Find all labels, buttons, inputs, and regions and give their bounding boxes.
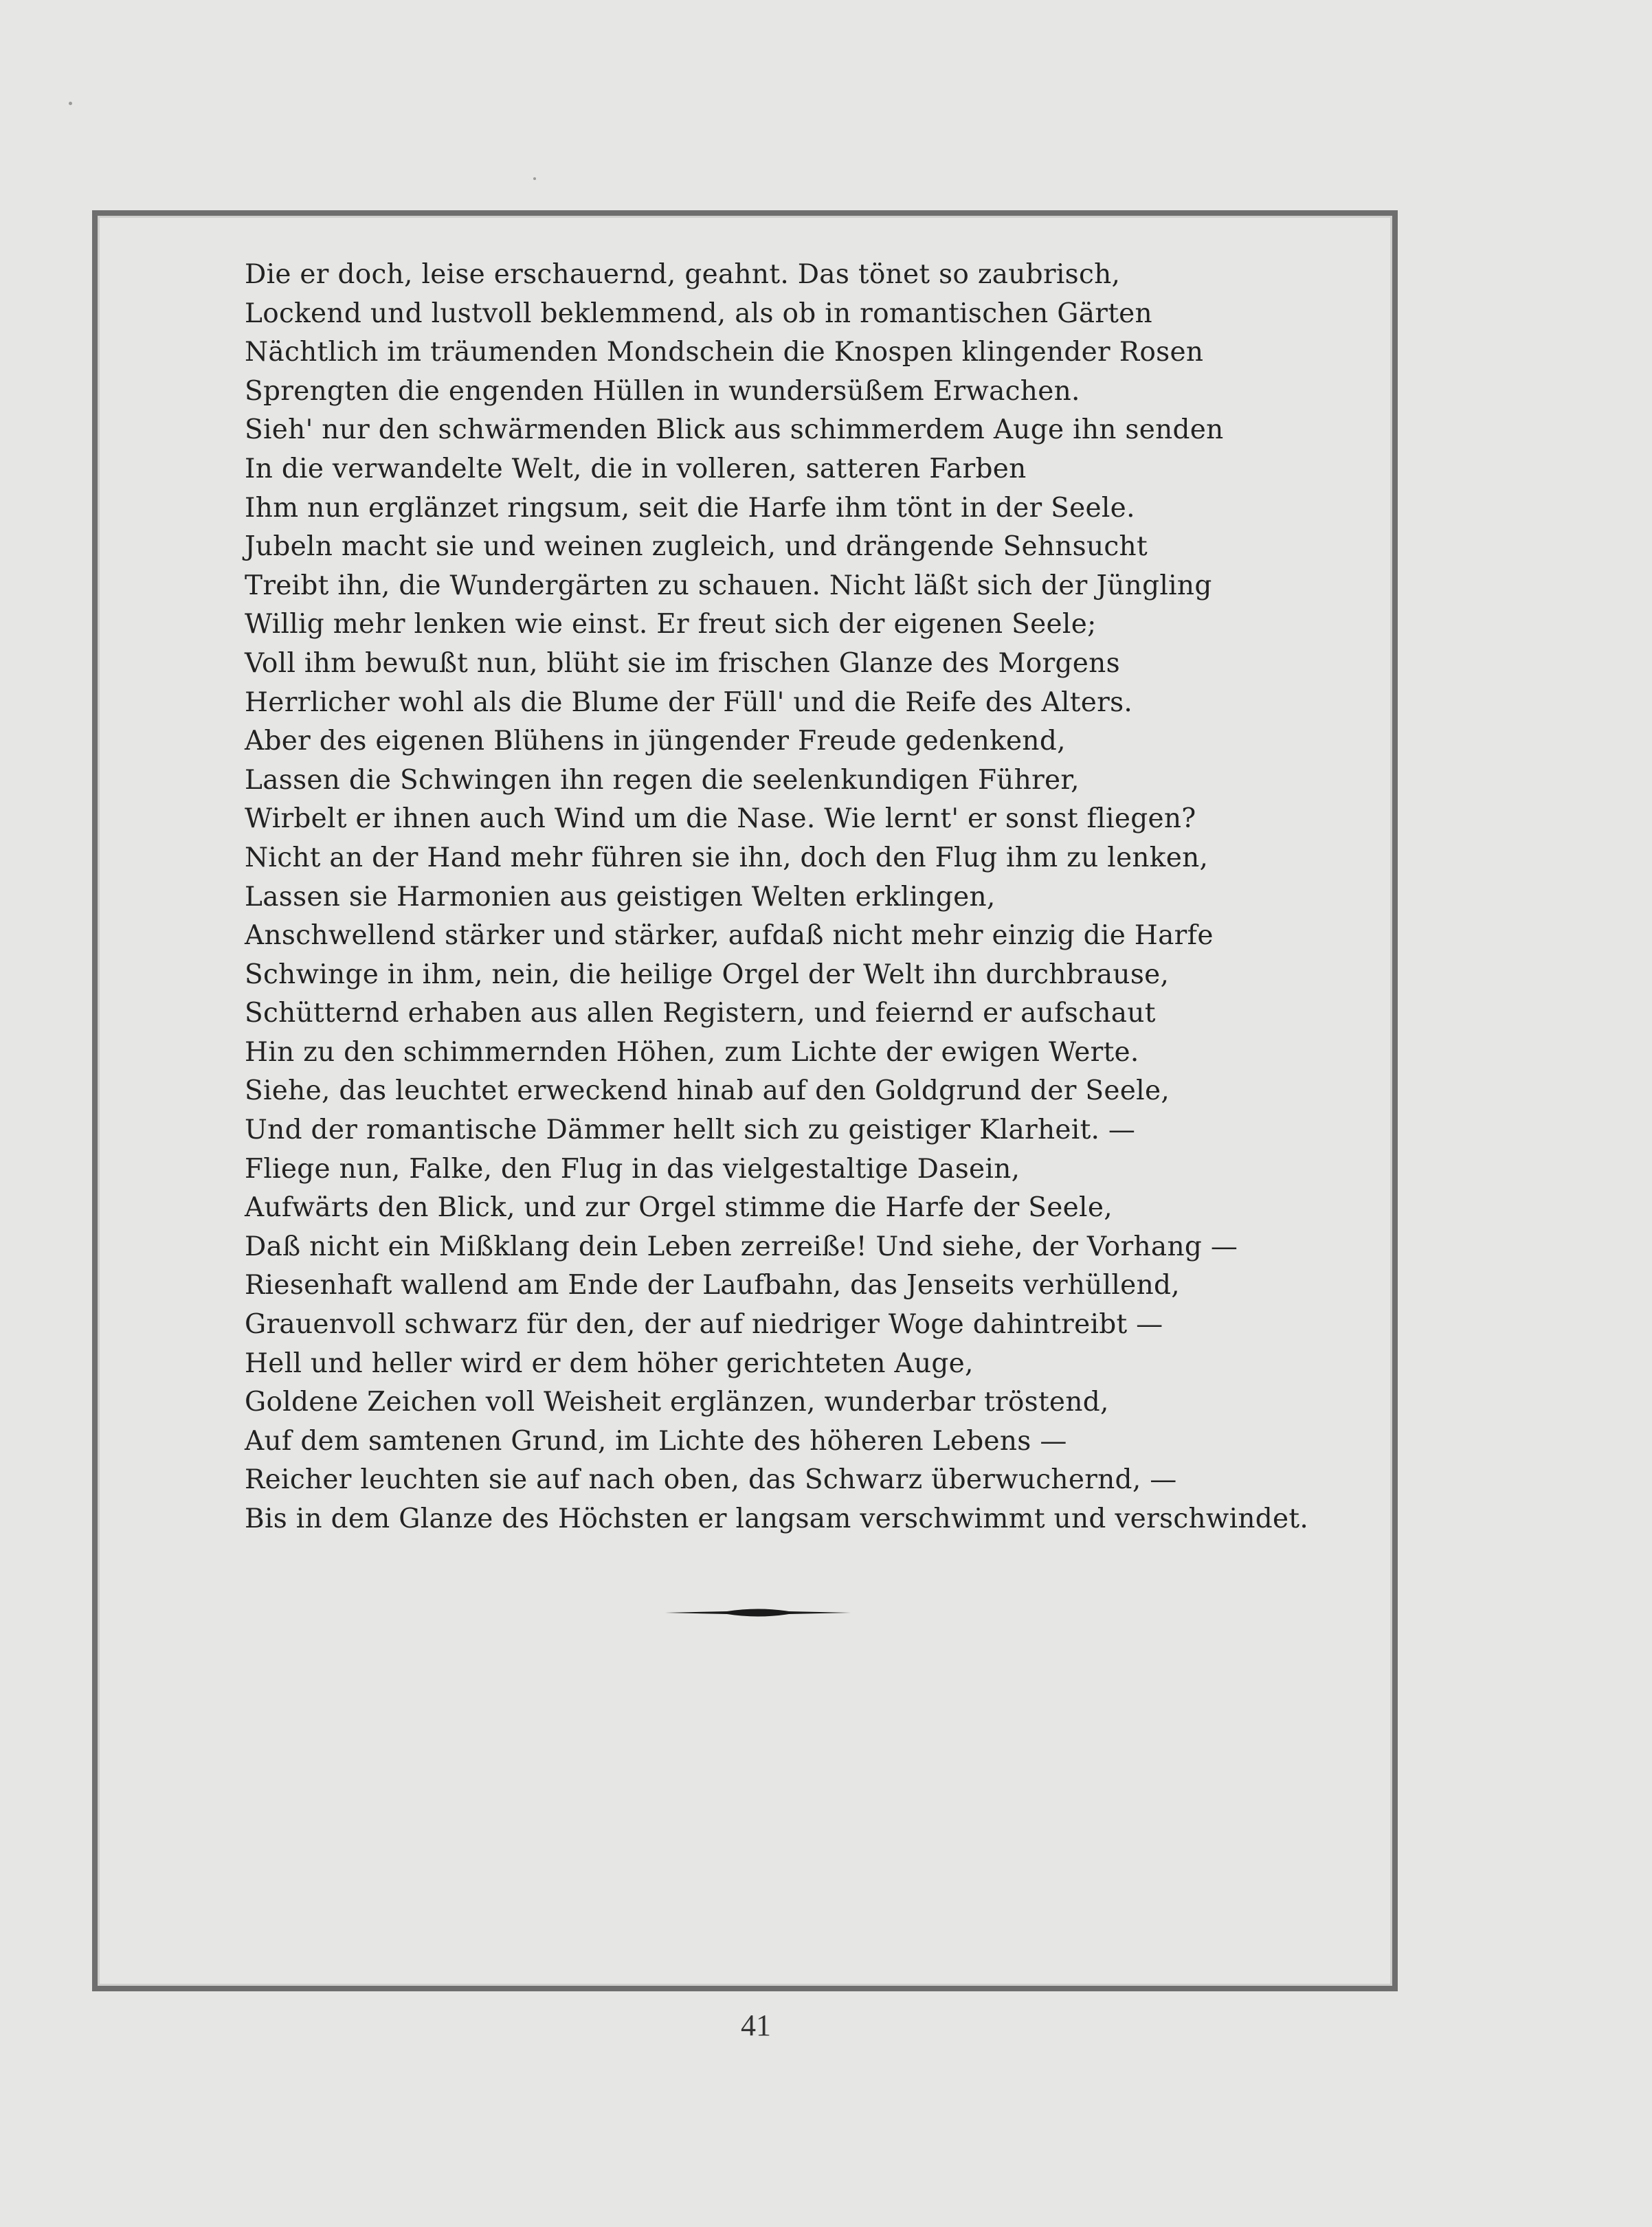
poem-line: Aufwärts den Blick, und zur Orgel stimme die Harfe der Seele, [245,1192,1113,1224]
poem-line: Aber des eigenen Blühens in jüngender Freude gedenkend, [245,726,1066,757]
poem-line: Lassen sie Harmonien aus geistigen Welten erklingen, [245,881,996,913]
poem-line: Schütternd erhaben aus allen Registern, und feiernd er aufschaut [245,998,1156,1029]
poem-line: Wirbelt er ihnen auch Wind um die Nase. Wie lernt' er sonst fliegen? [245,803,1196,835]
poem-line: Auf dem samtenen Grund, im Lichte des höheren Lebens — [245,1425,1067,1457]
poem-line: Ihm nun erglänzet ringsum, seit die Harfe ihm tönt in der Seele. [245,492,1135,524]
poem-line: In die verwandelte Welt, die in volleren, satteren Farben [245,453,1027,484]
poem-line: Anschwellend stärker und stärker, aufdaß nicht mehr einzig die Harfe [245,920,1214,952]
poem-line: Siehe, das leuchtet erweckend hinab auf den Goldgrund der Seele, [245,1075,1170,1107]
poem-line: Sprengten die engenden Hüllen in wundersüßem Erwachen. [245,375,1080,407]
poem-line: Und der romantische Dämmer hellt sich zu geistiger Klarheit. — [245,1115,1136,1146]
poem-line: Treibt ihn, die Wundergärten zu schauen. Nicht läßt sich der Jüngling [245,570,1212,601]
poem-line: Lockend und lustvoll beklemmend, als ob in romantischen Gärten [245,298,1152,329]
poem-line: Sieh' nur den schwärmenden Blick aus schimmerdem Auge ihn senden [245,414,1224,446]
poem-line: Riesenhaft wallend am Ende der Laufbahn, das Jenseits verhüllend, [245,1270,1180,1301]
paper-speck [533,177,536,180]
poem-line: Schwinge in ihm, nein, die heilige Orgel der Welt ihn durchbrause, [245,959,1170,990]
poem-line: Nächtlich im träumenden Mondschein die Knospen klingender Rosen [245,337,1204,368]
poem-line: Goldene Zeichen voll Weisheit erglänzen, wunderbar tröstend, [245,1387,1109,1418]
poem-line: Hin zu den schimmernden Höhen, zum Lichte der ewigen Werte. [245,1036,1139,1068]
poem-line: Lassen die Schwingen ihn regen die seelenkundigen Führer, [245,764,1080,796]
poem-text [245,256,1385,1539]
poem-line: Bis in dem Glanze des Höchsten er langsam verschwimmt und verschwindet. [245,1503,1309,1534]
paper-speck [69,102,72,105]
poem-line: Fliege nun, Falke, den Flug in das vielgestaltige Dasein, [245,1153,1020,1185]
poem-line: Hell und heller wird er dem höher gerichteten Auge, [245,1347,974,1379]
poem-line: Daß nicht ein Mißklang dein Leben zerreiße! Und siehe, der Vorhang — [245,1231,1238,1262]
poem-line: Willig mehr lenken wie einst. Er freut sich der eigenen Seele; [245,609,1097,640]
poem-line: Jubeln macht sie und weinen zugleich, und drängende Sehnsucht [245,531,1148,563]
poem-line: Grauenvoll schwarz für den, der auf niedriger Woge dahintreibt — [245,1309,1163,1341]
poem-line: Voll ihm bewußt nun, blüht sie im frischen Glanze des Morgens [245,647,1120,679]
page-number: 41 [741,2008,771,2042]
poem-line: Die er doch, leise erschauernd, geahnt. Das tönet so zaubrisch, [245,259,1121,290]
poem-line: Nicht an der Hand mehr führen sie ihn, doch den Flug ihm zu lenken, [245,842,1209,873]
poem-line: Reicher leuchten sie auf nach oben, das Schwarz überwuchernd, — [245,1464,1177,1496]
poem-line: Herrlicher wohl als die Blume der Füll' und die Reife des Alters. [245,686,1133,718]
ornament-divider [665,1602,851,1623]
